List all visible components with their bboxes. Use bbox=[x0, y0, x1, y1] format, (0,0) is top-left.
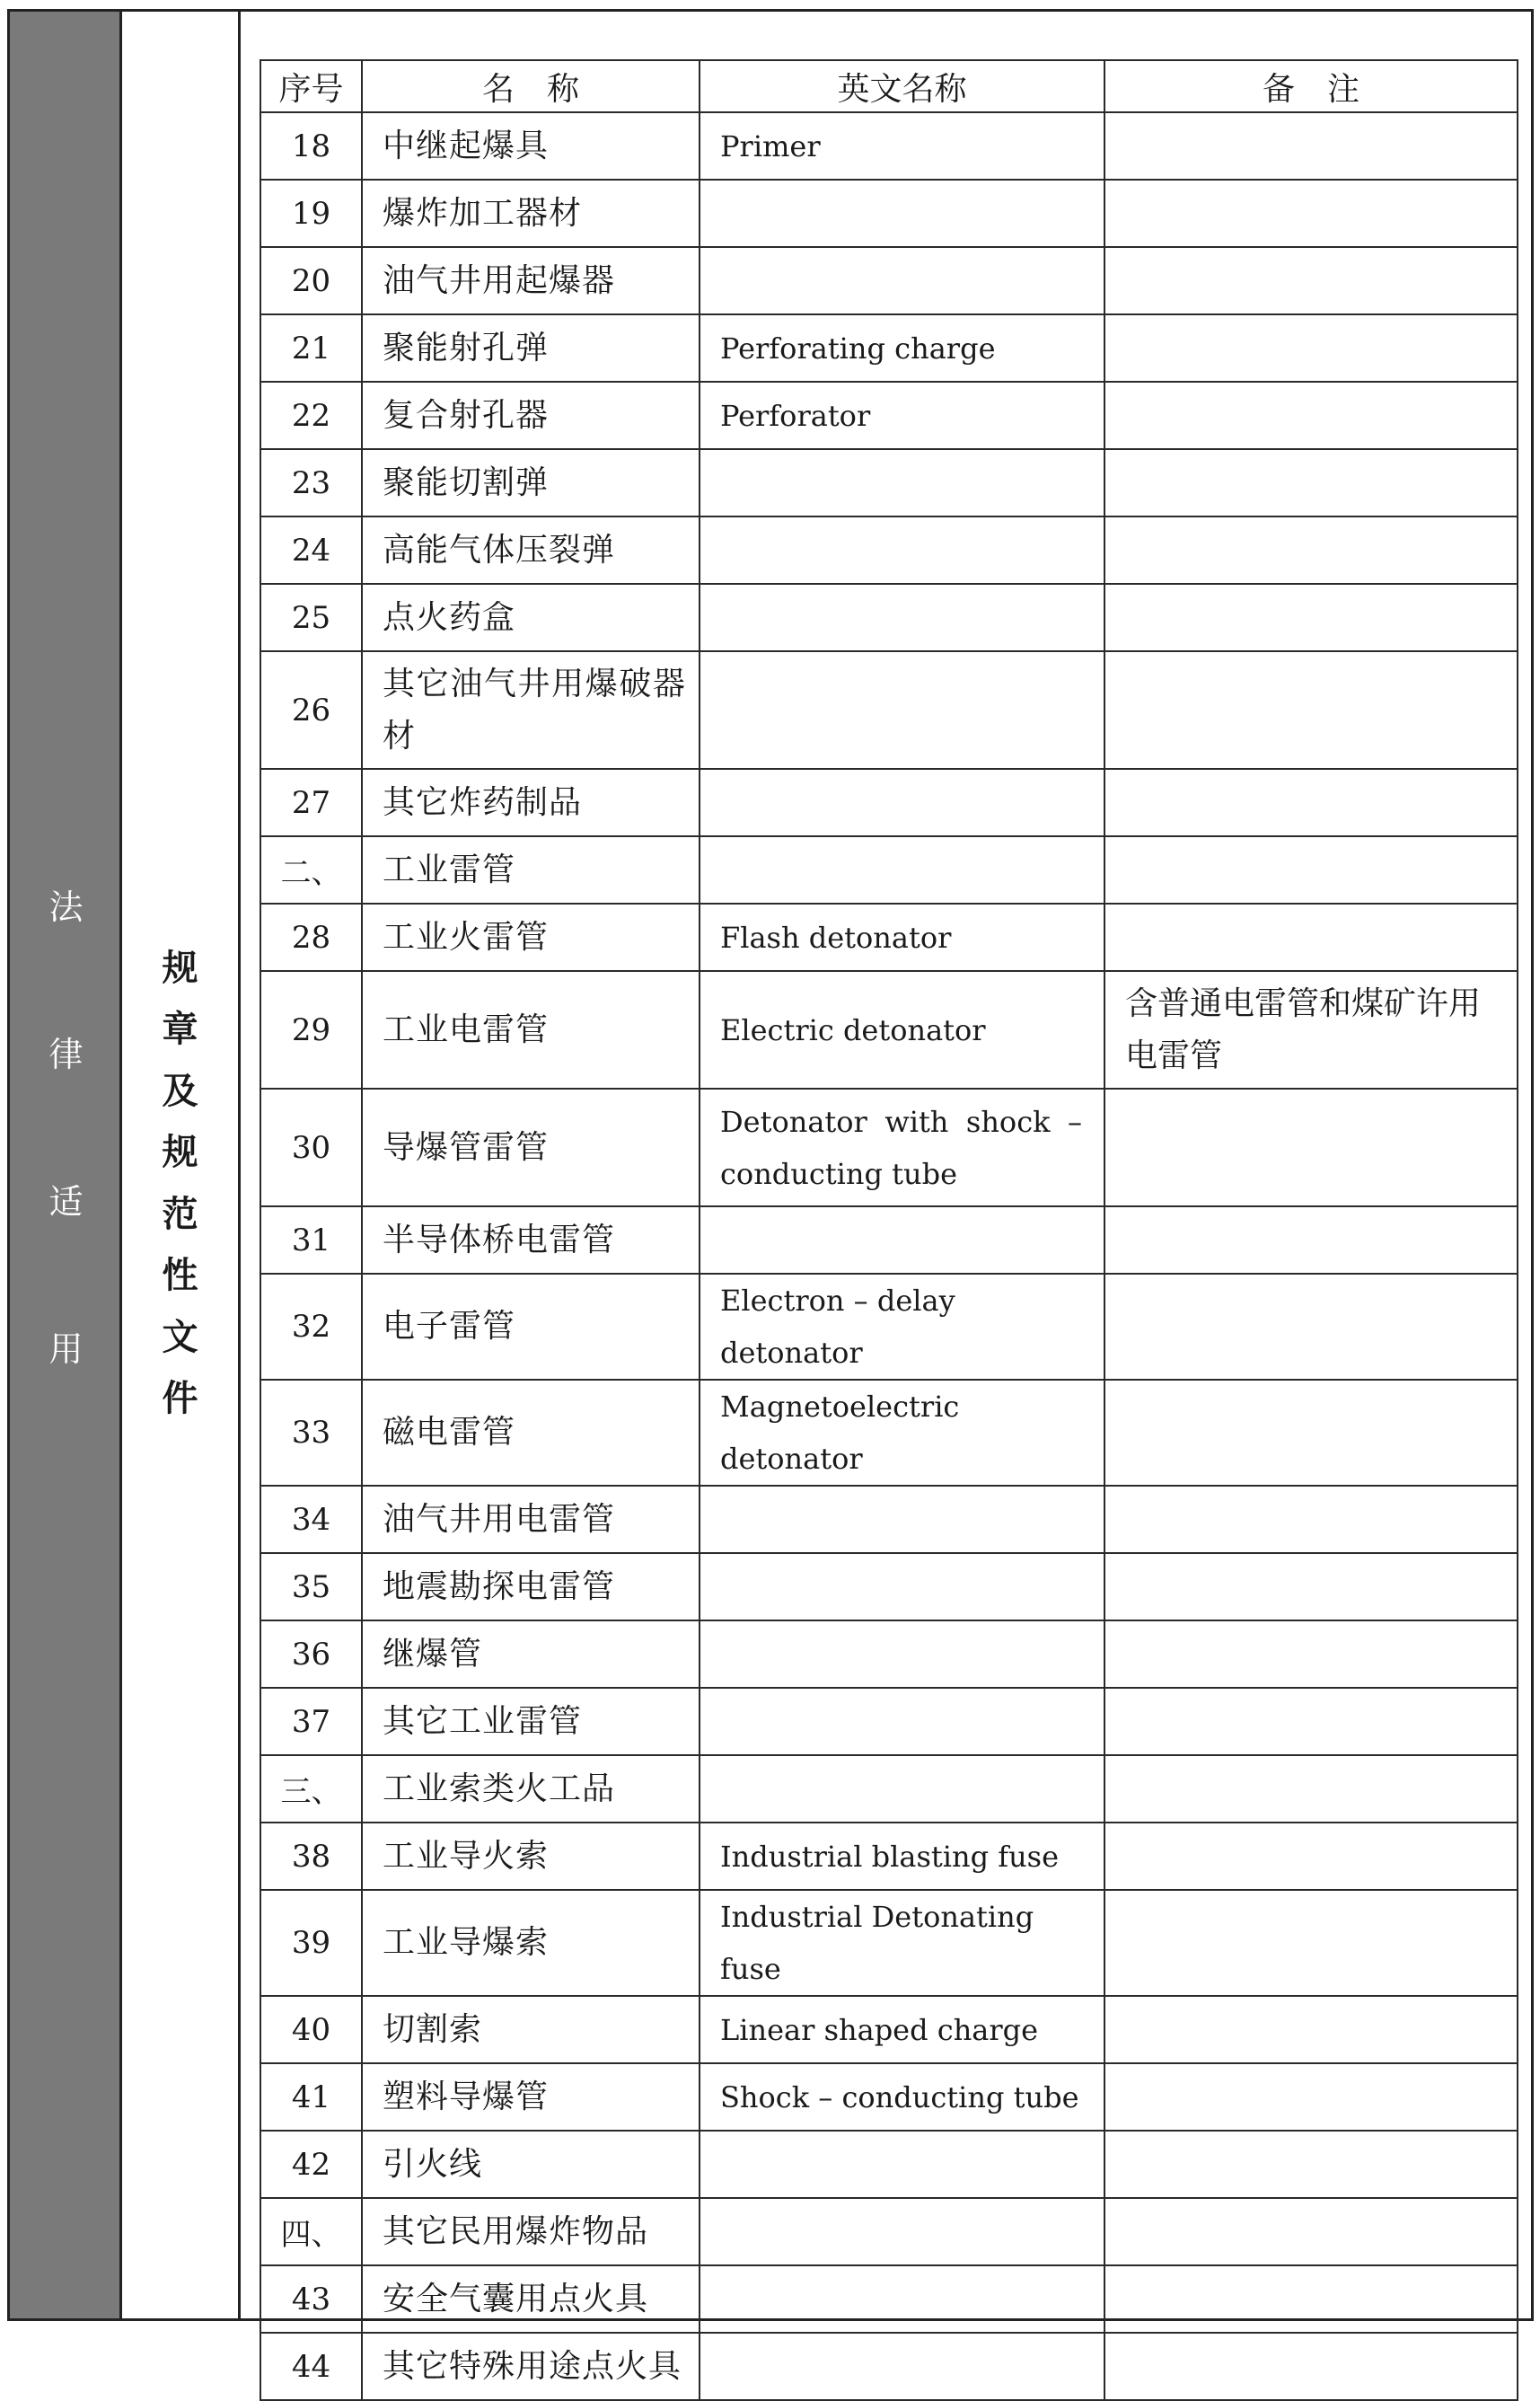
cell-no: 35 bbox=[260, 1553, 362, 1620]
cell-english bbox=[700, 836, 1104, 904]
cell-name: 其它民用爆炸物品 bbox=[362, 2198, 700, 2265]
cell-note bbox=[1104, 1620, 1518, 1688]
cell-english bbox=[700, 769, 1104, 836]
cell-english bbox=[700, 1486, 1104, 1553]
cell-note bbox=[1104, 1823, 1518, 1890]
cell-name: 其它油气井用爆破器材 bbox=[362, 651, 700, 769]
table-row bbox=[260, 1996, 1518, 2063]
cell-no: 42 bbox=[260, 2131, 362, 2198]
side-label-char: 用 bbox=[48, 1329, 84, 1369]
cell-name: 聚能射孔弹 bbox=[362, 314, 700, 382]
side-label-char: 件 bbox=[162, 1377, 198, 1419]
table-row bbox=[260, 2265, 1518, 2333]
side-label-char: 性 bbox=[162, 1254, 198, 1296]
cell-no: 32 bbox=[260, 1274, 362, 1380]
cell-no: 34 bbox=[260, 1486, 362, 1553]
cell-no: 二、 bbox=[260, 836, 362, 904]
cell-english: Electric detonator bbox=[700, 971, 1104, 1089]
cell-english: Detonator with shock – conducting tube bbox=[700, 1089, 1104, 1206]
cell-name: 磁电雷管 bbox=[362, 1380, 700, 1486]
cell-english: Electron – delay detonator bbox=[700, 1274, 1104, 1380]
cell-english bbox=[700, 1206, 1104, 1274]
cell-english bbox=[700, 449, 1104, 516]
cell-english bbox=[700, 2333, 1104, 2400]
header-name: 名 称 bbox=[362, 60, 700, 112]
side-label-char: 文 bbox=[162, 1316, 198, 1358]
cell-english bbox=[700, 651, 1104, 769]
cell-note bbox=[1104, 1380, 1518, 1486]
cell-no: 20 bbox=[260, 247, 362, 314]
cell-no: 41 bbox=[260, 2063, 362, 2131]
table-row bbox=[260, 584, 1518, 651]
table-row bbox=[260, 2063, 1518, 2131]
cell-english bbox=[700, 2131, 1104, 2198]
cell-name: 工业索类火工品 bbox=[362, 1755, 700, 1823]
table-row bbox=[260, 1755, 1518, 1823]
cell-english: Perforating charge bbox=[700, 314, 1104, 382]
cell-name: 爆炸加工器材 bbox=[362, 180, 700, 247]
cell-no: 25 bbox=[260, 584, 362, 651]
cell-note bbox=[1104, 1688, 1518, 1755]
cell-note bbox=[1104, 180, 1518, 247]
side-label-char: 章 bbox=[162, 1008, 198, 1050]
cell-english: Primer bbox=[700, 112, 1104, 180]
cell-name: 工业导爆索 bbox=[362, 1890, 700, 1996]
cell-note bbox=[1104, 1486, 1518, 1553]
table-row bbox=[260, 382, 1518, 449]
side-label-char: 律 bbox=[48, 1035, 84, 1074]
cell-no: 四、 bbox=[260, 2198, 362, 2265]
cell-english bbox=[700, 516, 1104, 584]
cell-english: Linear shaped charge bbox=[700, 1996, 1104, 2063]
cell-note bbox=[1104, 247, 1518, 314]
table-row bbox=[260, 904, 1518, 971]
cell-no: 24 bbox=[260, 516, 362, 584]
table-row bbox=[260, 1206, 1518, 1274]
side-label-char: 规 bbox=[162, 1131, 198, 1173]
cell-english bbox=[700, 1755, 1104, 1823]
cell-note bbox=[1104, 836, 1518, 904]
cell-name: 切割索 bbox=[362, 1996, 700, 2063]
cell-english bbox=[700, 2265, 1104, 2333]
cell-english bbox=[700, 2198, 1104, 2265]
table-row bbox=[260, 836, 1518, 904]
cell-note bbox=[1104, 1089, 1518, 1206]
cell-no: 44 bbox=[260, 2333, 362, 2400]
cell-note bbox=[1104, 1996, 1518, 2063]
table-row bbox=[260, 1380, 1518, 1486]
table-row bbox=[260, 180, 1518, 247]
side-column-law bbox=[10, 12, 122, 2318]
table-row bbox=[260, 449, 1518, 516]
cell-no: 28 bbox=[260, 904, 362, 971]
cell-note bbox=[1104, 1755, 1518, 1823]
table-body bbox=[260, 112, 1518, 2400]
cell-name: 电子雷管 bbox=[362, 1274, 700, 1380]
table-row bbox=[260, 2198, 1518, 2265]
cell-no: 23 bbox=[260, 449, 362, 516]
cell-name: 工业导火索 bbox=[362, 1823, 700, 1890]
cell-name: 其它工业雷管 bbox=[362, 1688, 700, 1755]
cell-note bbox=[1104, 1890, 1518, 1996]
cell-no: 30 bbox=[260, 1089, 362, 1206]
cell-note bbox=[1104, 112, 1518, 180]
cell-english: Flash detonator bbox=[700, 904, 1104, 971]
table-row bbox=[260, 971, 1518, 1089]
cell-note: 含普通电雷管和煤矿许用电雷管 bbox=[1104, 971, 1518, 1089]
cell-english: Shock – conducting tube bbox=[700, 2063, 1104, 2131]
cell-no: 19 bbox=[260, 180, 362, 247]
cell-english bbox=[700, 180, 1104, 247]
cell-name: 聚能切割弹 bbox=[362, 449, 700, 516]
cell-no: 40 bbox=[260, 1996, 362, 2063]
cell-no: 27 bbox=[260, 769, 362, 836]
cell-name: 塑料导爆管 bbox=[362, 2063, 700, 2131]
side-label-char: 范 bbox=[162, 1193, 198, 1235]
cell-no: 29 bbox=[260, 971, 362, 1089]
cell-note bbox=[1104, 449, 1518, 516]
side-label-char: 适 bbox=[48, 1182, 84, 1222]
table-row bbox=[260, 2333, 1518, 2400]
header-english: 英文名称 bbox=[700, 60, 1104, 112]
side-column-regulation bbox=[122, 12, 241, 2318]
cell-note bbox=[1104, 584, 1518, 651]
cell-no: 三、 bbox=[260, 1755, 362, 1823]
cell-name: 工业雷管 bbox=[362, 836, 700, 904]
cell-note bbox=[1104, 2198, 1518, 2265]
table-row bbox=[260, 769, 1518, 836]
cell-english: Perforator bbox=[700, 382, 1104, 449]
cell-no: 33 bbox=[260, 1380, 362, 1486]
cell-note bbox=[1104, 2131, 1518, 2198]
cell-name: 地震勘探电雷管 bbox=[362, 1553, 700, 1620]
cell-no: 43 bbox=[260, 2265, 362, 2333]
cell-note bbox=[1104, 1206, 1518, 1274]
table-row bbox=[260, 1688, 1518, 1755]
header-no: 序号 bbox=[260, 60, 362, 112]
table-row bbox=[260, 2131, 1518, 2198]
cell-note bbox=[1104, 382, 1518, 449]
cell-name: 油气井用电雷管 bbox=[362, 1486, 700, 1553]
cell-name: 半导体桥电雷管 bbox=[362, 1206, 700, 1274]
table-row bbox=[260, 1553, 1518, 1620]
cell-no: 22 bbox=[260, 382, 362, 449]
side-label-char: 及 bbox=[162, 1070, 198, 1112]
cell-no: 21 bbox=[260, 314, 362, 382]
cell-name: 复合射孔器 bbox=[362, 382, 700, 449]
cell-note bbox=[1104, 651, 1518, 769]
cell-name: 导爆管雷管 bbox=[362, 1089, 700, 1206]
cell-english bbox=[700, 1620, 1104, 1688]
cell-no: 18 bbox=[260, 112, 362, 180]
cell-english bbox=[700, 1688, 1104, 1755]
cell-name: 继爆管 bbox=[362, 1620, 700, 1688]
cell-name: 安全气囊用点火具 bbox=[362, 2265, 700, 2333]
table-row bbox=[260, 112, 1518, 180]
cell-name: 点火药盒 bbox=[362, 584, 700, 651]
side-label-char: 法 bbox=[48, 887, 84, 927]
cell-note bbox=[1104, 904, 1518, 971]
table-row bbox=[260, 516, 1518, 584]
table-row bbox=[260, 651, 1518, 769]
cell-no: 36 bbox=[260, 1620, 362, 1688]
cell-english bbox=[700, 584, 1104, 651]
table-row bbox=[260, 247, 1518, 314]
cell-english bbox=[700, 247, 1104, 314]
cell-name: 引火线 bbox=[362, 2131, 700, 2198]
side-label-char: 规 bbox=[162, 947, 198, 989]
table-row bbox=[260, 1620, 1518, 1688]
cell-english: Industrial Detonating fuse bbox=[700, 1890, 1104, 1996]
cell-no: 31 bbox=[260, 1206, 362, 1274]
cell-name: 其它特殊用途点火具 bbox=[362, 2333, 700, 2400]
cell-no: 38 bbox=[260, 1823, 362, 1890]
table-row bbox=[260, 1486, 1518, 1553]
cell-english: Industrial blasting fuse bbox=[700, 1823, 1104, 1890]
cell-note bbox=[1104, 516, 1518, 584]
cell-no: 39 bbox=[260, 1890, 362, 1996]
cell-name: 工业电雷管 bbox=[362, 971, 700, 1089]
header-note: 备 注 bbox=[1104, 60, 1518, 112]
table-row bbox=[260, 1274, 1518, 1380]
table-row bbox=[260, 314, 1518, 382]
cell-name: 其它炸药制品 bbox=[362, 769, 700, 836]
cell-name: 高能气体压裂弹 bbox=[362, 516, 700, 584]
cell-note bbox=[1104, 1274, 1518, 1380]
table-row bbox=[260, 1890, 1518, 1996]
cell-note bbox=[1104, 2063, 1518, 2131]
cell-no: 26 bbox=[260, 651, 362, 769]
cell-note bbox=[1104, 314, 1518, 382]
cell-note bbox=[1104, 1553, 1518, 1620]
cell-note bbox=[1104, 2265, 1518, 2333]
cell-english: Magnetoelectric detonator bbox=[700, 1380, 1104, 1486]
cell-name: 工业火雷管 bbox=[362, 904, 700, 971]
cell-english bbox=[700, 1553, 1104, 1620]
table-header-row bbox=[260, 60, 1518, 112]
cell-no: 37 bbox=[260, 1688, 362, 1755]
product-table bbox=[260, 59, 1518, 2401]
cell-note bbox=[1104, 2333, 1518, 2400]
cell-name: 油气井用起爆器 bbox=[362, 247, 700, 314]
table-row bbox=[260, 1089, 1518, 1206]
cell-name: 中继起爆具 bbox=[362, 112, 700, 180]
cell-note bbox=[1104, 769, 1518, 836]
table-row bbox=[260, 1823, 1518, 1890]
